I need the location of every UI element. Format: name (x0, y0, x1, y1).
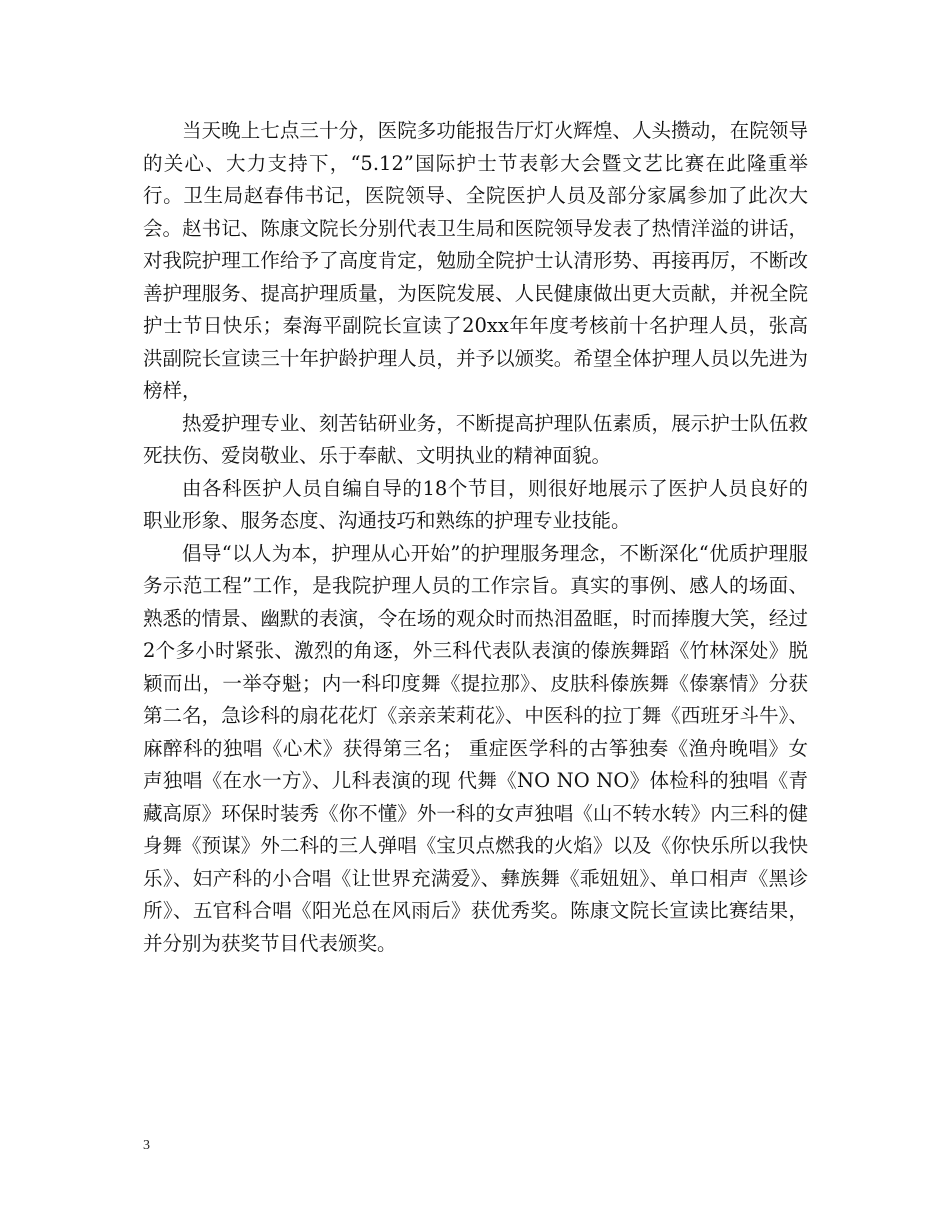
page-number: 3 (143, 1138, 150, 1153)
paragraph-2: 热爱护理专业、刻苦钻研业务，不断提高护理队伍素质，展示护士队伍救死扶伤、爱岗敬业、乐于奉献、文明执业的精神面貌。 (143, 411, 808, 467)
paragraph-1: 当天晚上七点三十分，医院多功能报告厅灯火辉煌、人头攒动，在院领导的关心、大力支持下，“5.12”国际护士节表彰大会暨文艺比赛在此隆重举行。卫生局赵春伟书记，医院领导、全院医护人员及部分家属参加了此次大会。赵书记、陈康文院长分别代表卫生局和医院领导发表了热情洋溢的讲话，对我院护理工作给予了高度肯定，勉励全院护士认清形势、再接再厉，不断改善护理服务、提高护理质量，为医院发展、人民健康做出更大贡献，并祝全院护士节日快乐；秦海平副院长宣读了20xx年年度考核前十名护理人员，张高洪副院长宣读三十年护龄护理人员，并予以颁奖。希望全体护理人员以先进为榜样， (143, 119, 808, 402)
document-body (143, 115, 808, 960)
paragraph-3: 由各科医护人员自编自导的18个节目，则很好地展示了医护人员良好的职业形象、服务态度、沟通技巧和熟练的护理专业技能。 (143, 476, 808, 532)
paragraph-4: 倡导“以人为本，护理从心开始”的护理服务理念，不断深化“优质护理服务示范工程”工作，是我院护理人员的工作宗旨。真实的事例、感人的场面、熟悉的情景、幽默的表演，令在场的观众时而热泪盈眶，时而捧腹大笑，经过2个多小时紧张、激烈的角逐，外三科代表队表演的傣族舞蹈《竹林深处》脱颖而出，一举夺魁；内一科印度舞《提拉那》、皮肤科傣族舞《傣寨情》分获第二名，急诊科的扇花花灯《亲亲茉莉花》、中医科的拉丁舞《西班牙斗牛》、麻醉科的独唱《心术》获得第三名； 重症医学科的古筝独奏《渔舟晚唱》女声独唱《在水一方》、儿科表演的现 代舞《NO NO NO》体检科的独唱《青藏高原》环保时装秀《你不懂》外一科的女声独唱《山不转水转》内三科的健身舞《预谋》外二科的三人弹唱《宝贝点燃我的火焰》以及《你快乐所以我快乐》、妇产科的小合唱《让世界充满爱》、彝族舞《乖妞妞》、单口相声《黑诊所》、五官科合唱《阳光总在风雨后》获优秀奖。陈康文院长宣读比赛结果，并分别为获奖节目代表颁奖。 (143, 541, 808, 955)
